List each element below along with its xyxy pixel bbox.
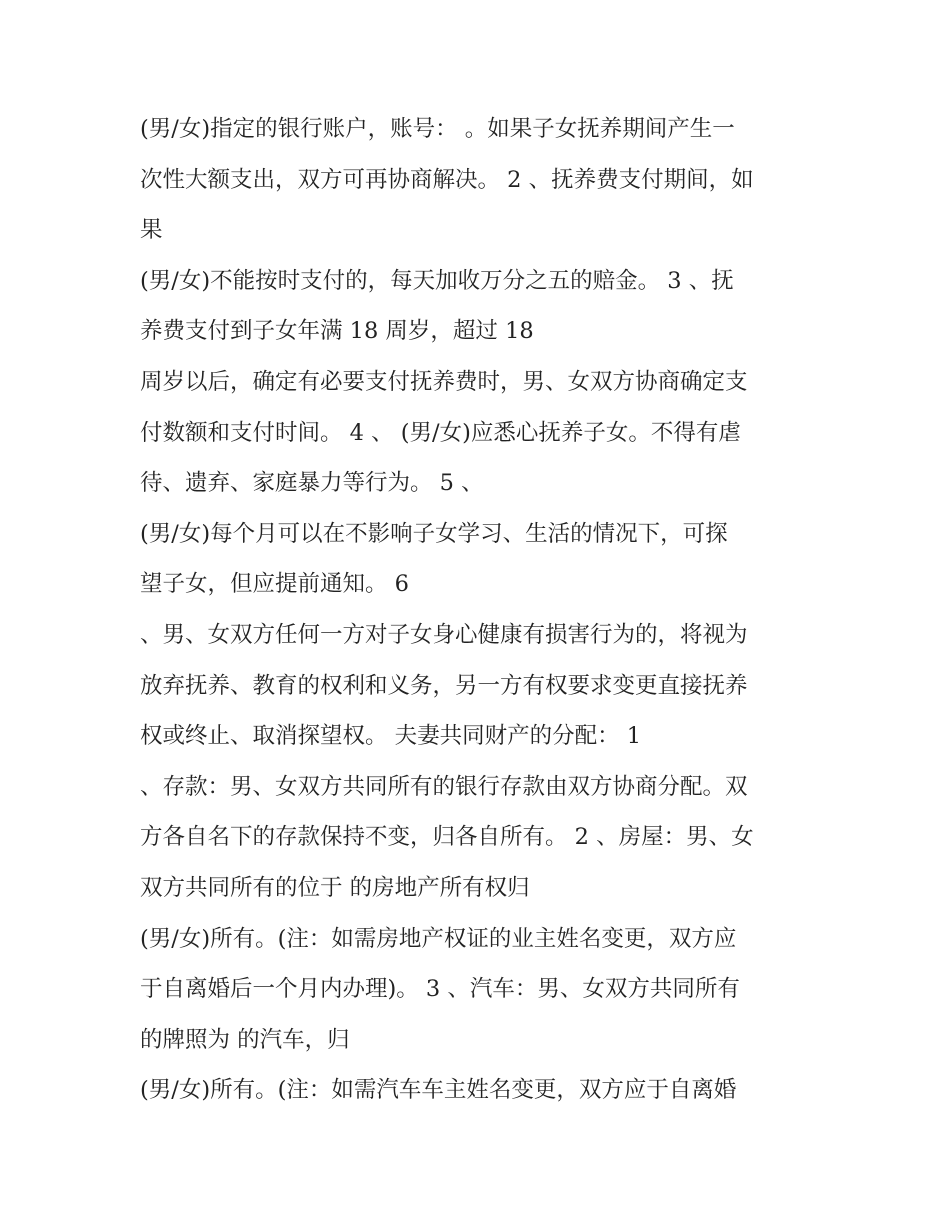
text-line: 权或终止、取消探望权。 夫妻共同财产的分配： 1 [140, 723, 642, 750]
text-line: 的牌照为 的汽车，归 [140, 1026, 350, 1053]
text-line: 、存款：男、女双方共同所有的银行存款由双方协商分配。双 [140, 773, 748, 800]
text-line: 付数额和支付时间。 4 、 (男/女)应悉心抚养子女。不得有虐 [140, 419, 741, 446]
text-line: (男/女)每个月可以在不影响子女学习、生活的情况下，可探 [140, 520, 728, 547]
text-line: 、男、女双方任何一方对子女身心健康有损害行为的，将视为 [140, 621, 748, 648]
text-line: 次性大额支出，双方可再协商解决。 2 、抚养费支付期间，如 [140, 166, 754, 193]
text-line: 果 [140, 217, 163, 244]
text-line: (男/女)所有。(注：如需汽车车主姓名变更，双方应于自离婚 [140, 1077, 737, 1104]
text-line: 双方共同所有的位于 的房地产所有权归 [140, 874, 530, 901]
text-line: 养费支付到子女年满 18 周岁，超过 18 [140, 318, 534, 345]
text-line: 周岁以后，确定有必要支付抚养费时，男、女双方协商确定支 [140, 368, 748, 395]
text-line: (男/女)指定的银行账户，账号： 。如果子女抚养期间产生一 [140, 116, 735, 142]
text-line: (男/女)所有。(注：如需房地产权证的业主姓名变更，双方应 [140, 925, 737, 952]
text-line: 待、遗弃、家庭暴力等行为。 5 、 [140, 470, 484, 497]
text-line: 方各自名下的存款保持不变，归各自所有。 2 、房屋：男、女 [140, 824, 754, 851]
text-line: 放弃抚养、教育的权利和义务，另一方有权要求变更直接抚养 [140, 672, 748, 699]
document-body [140, 104, 840, 1116]
text-line: 于自离婚后一个月内办理)。 3 、汽车：男、女双方共同所有 [140, 976, 740, 1003]
text-line: 望子女，但应提前通知。 6 [140, 571, 409, 598]
text-line: (男/女)不能按时支付的，每天加收万分之五的赔金。 3 、抚 [140, 267, 734, 294]
